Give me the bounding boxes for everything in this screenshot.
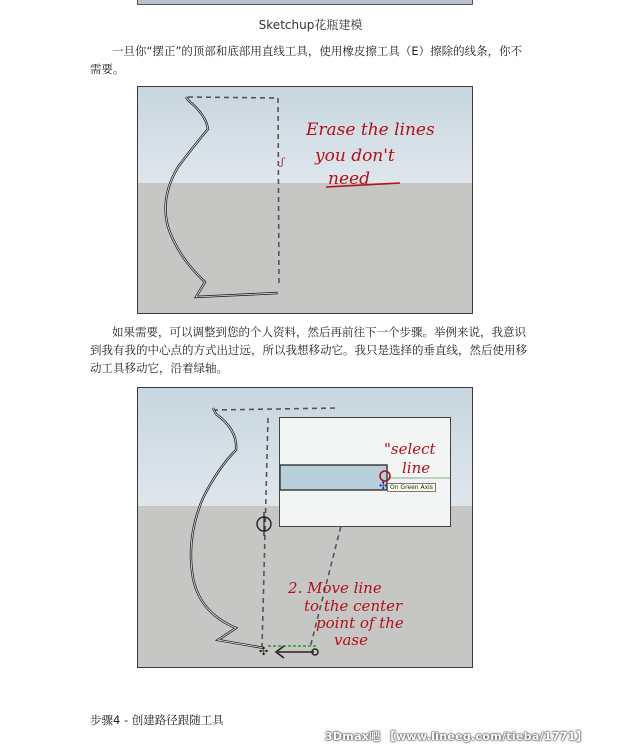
paragraph-1 bbox=[90, 42, 532, 78]
vase-profile-line bbox=[191, 408, 264, 648]
figure-erase-lines bbox=[137, 86, 473, 314]
annotation-erase-line-1: Erase the lines bbox=[306, 120, 435, 140]
paragraph-1-text: 一旦你“摆正”的顶部和底部用直线工具，使用橡皮擦工具（E）擦除的线条，你不需要。 bbox=[90, 44, 523, 76]
selected-line-edge bbox=[280, 465, 387, 490]
annotation-erase-line-3: need bbox=[328, 169, 370, 189]
previous-figure-edge bbox=[137, 0, 473, 5]
inference-tooltip: On Green Axis bbox=[387, 483, 436, 492]
paragraph-2-text: 如果需要，可以调整到您的个人资料，然后再前往下一个步骤。举例来说，我意识到我有我的中心点的方式出过远，所以我想移动它。我只是选择的垂直线，然后使用移动工具移动它，沿着绿轴。 bbox=[90, 325, 527, 375]
annotation-move-line-1: 2. Move line bbox=[288, 579, 382, 597]
paragraph-2 bbox=[90, 323, 532, 377]
annotation-select-line-1: "select bbox=[384, 440, 436, 458]
annotation-move-line-3: point of the bbox=[316, 614, 404, 632]
vase-profile-sketch bbox=[138, 87, 473, 314]
annotation-select-line-2: line bbox=[402, 459, 431, 477]
step-heading: 步骤4 - 创建路径跟随工具 bbox=[90, 713, 224, 727]
site-watermark: 3Dmax吧 【www.lineeg.com/tieba/1771】 bbox=[324, 730, 587, 743]
annotation-move-line-4: vase bbox=[334, 631, 368, 649]
dashed-top-line bbox=[213, 408, 338, 410]
zoom-inset bbox=[279, 417, 451, 527]
dashed-top-line bbox=[188, 97, 278, 98]
figure-caption: Sketchup花瓶建模 bbox=[258, 18, 363, 32]
move-cursor-icon: ✣ bbox=[259, 645, 269, 658]
dashed-center-line bbox=[262, 418, 268, 648]
annotation-erase-line-2: you don't bbox=[315, 146, 395, 166]
vase-profile-line bbox=[166, 97, 278, 297]
svg-text:✣: ✣ bbox=[379, 481, 388, 492]
dashed-vertical-line bbox=[278, 98, 279, 285]
annotation-move-line-2: to the center bbox=[304, 597, 403, 615]
svg-text:ʃ: ʃ bbox=[281, 157, 284, 168]
figure-move-line bbox=[137, 387, 473, 668]
